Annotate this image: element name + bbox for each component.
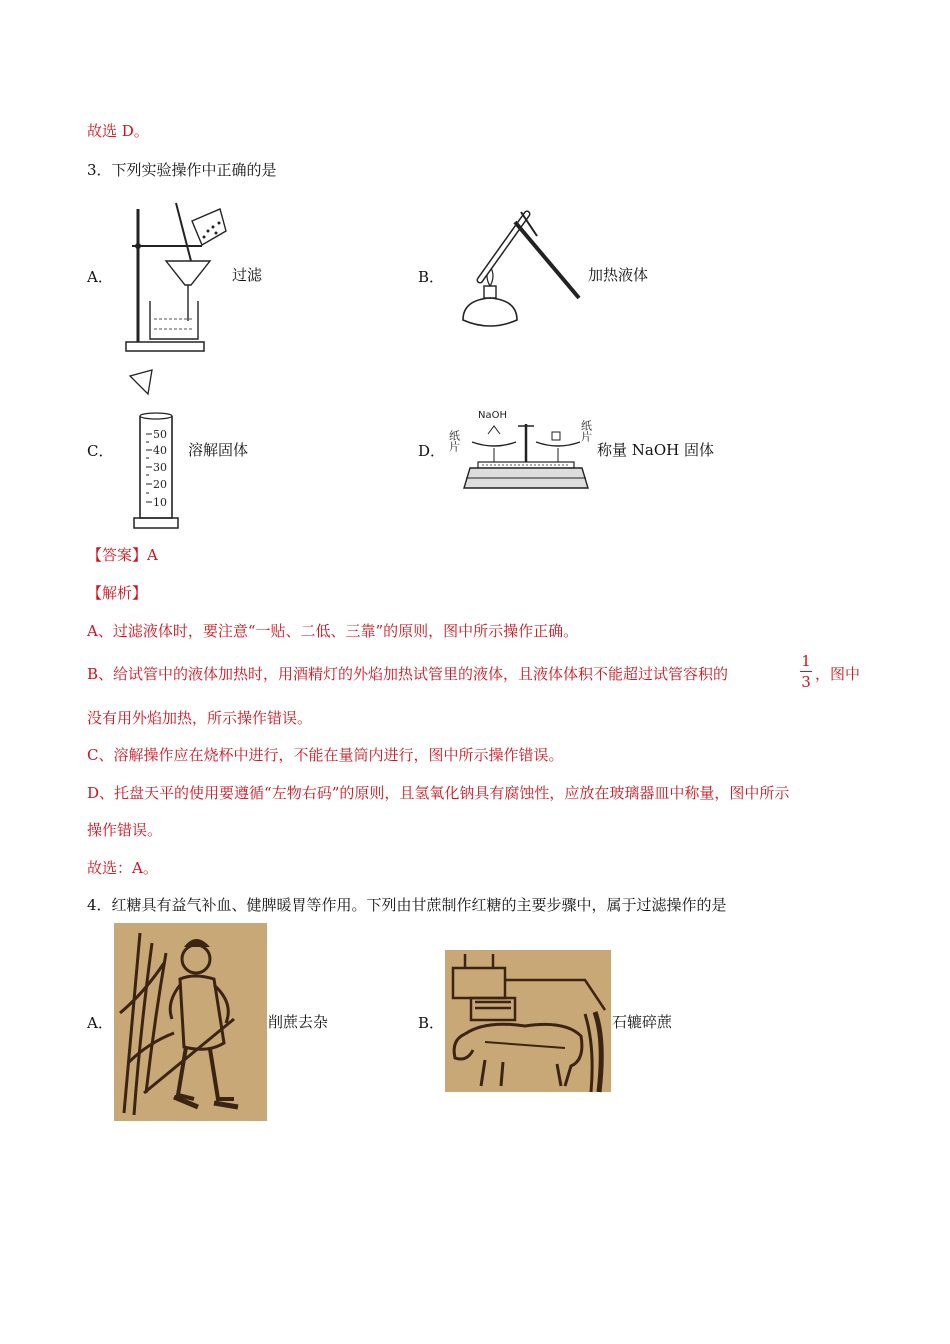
q3-option-c-caption: 溶解固体 [188, 441, 249, 459]
previous-conclusion: 故选 D。 [87, 122, 149, 140]
fraction-numerator: 1 [801, 652, 811, 670]
stone-roller-illustration [445, 950, 611, 1092]
balance-scale-figure [447, 404, 594, 494]
cutting-sugarcane-illustration [114, 923, 267, 1121]
q4-option-a-letter: A． [87, 1014, 113, 1032]
q3-analysis-heading: 【解析】 [87, 584, 148, 602]
filtration-apparatus-figure [118, 203, 230, 355]
fraction-bar [800, 671, 812, 672]
q4-option-b-caption: 石辘碎蔗 [612, 1013, 673, 1031]
q4-option-a-caption: 削蔗去杂 [268, 1013, 329, 1031]
q3-answer: 【答案】A [87, 546, 158, 564]
cylinder-tick-30: 30 [153, 461, 167, 474]
fraction-one-third [798, 652, 814, 691]
paper-label-left: 纸片 [447, 430, 461, 452]
graduated-cylinder-figure [126, 368, 186, 532]
q3-analysis-b-part1: B、给试管中的液体加热时，用酒精灯的外焰加热试管里的液体，且液体体积不能超过试管容积的 [87, 665, 729, 683]
q3-option-b-letter: B． [418, 268, 445, 286]
question-4-stem: 4．红糖具有益气补血、健脾暖胃等作用。下列由甘蔗制作红糖的主要步骤中，属于过滤操作的是 [87, 896, 727, 914]
q3-option-c-letter: C． [87, 442, 114, 460]
cylinder-tick-40: 40 [153, 444, 167, 457]
q3-option-d-letter: D． [418, 442, 446, 460]
q3-option-d-caption: 称量 NaOH 固体 [597, 441, 714, 459]
q3-analysis-d-line1: D、托盘天平的使用要遵循“左物右码”的原则，且氢氧化钠具有腐蚀性，应放在玻璃器皿中称量，图中所示 [87, 784, 790, 802]
naoh-label: NaOH [478, 410, 507, 421]
q3-analysis-a: A、过滤液体时，要注意“一贴、二低、三靠”的原则，图中所示操作正确。 [87, 622, 579, 640]
cylinder-tick-10: 10 [153, 496, 167, 509]
q3-analysis-b-part2: ，图中 [815, 665, 861, 683]
q4-option-b-letter: B． [418, 1014, 445, 1032]
q3-option-a-caption: 过滤 [232, 266, 263, 284]
q3-option-b-caption: 加热液体 [588, 266, 649, 284]
q3-analysis-c: C、溶解操作应在烧杯中进行，不能在量筒内进行，图中所示操作错误。 [87, 746, 564, 764]
q3-option-a-letter: A． [87, 268, 113, 286]
question-3-stem: 3．下列实验操作中正确的是 [87, 161, 277, 179]
q3-analysis-d-line2: 操作错误。 [87, 821, 163, 839]
q3-conclusion: 故选：A。 [87, 859, 158, 877]
heating-liquid-figure [455, 208, 585, 343]
q3-analysis-b-line2: 没有用外焰加热，所示操作错误。 [87, 709, 313, 727]
fraction-denominator: 3 [801, 673, 811, 691]
paper-label-right: 纸片 [579, 420, 593, 442]
cylinder-tick-20: 20 [153, 478, 167, 491]
cylinder-tick-50: 50 [153, 428, 167, 441]
